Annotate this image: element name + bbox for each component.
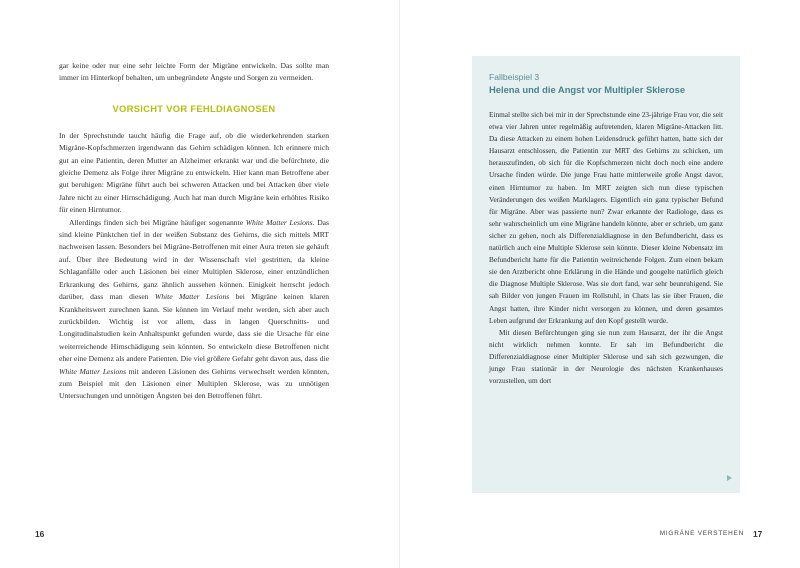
paragraph-2	[59, 217, 329, 403]
paragraph-2-part-c: bei Migräne keinen klaren Krankheitswert zurechnen kann. Sie können im Verlauf mehr werden, sich aber auch zurückbilden. Wichtig ist vor allem, dass in langen Querschnitts- und Longitudinalstudien kein Anhaltspunkt gefunden wurde, dass sie die Ursache für eine weiterreichende Hirnschädigung sein könnten. So entwickeln diese Betroffenen nicht eher eine Demenz als andere Patienten. Die viel größere Gefahr geht davon aus, dass die	[59, 292, 329, 364]
paragraph-2-part-a: Allerdings finden sich bei Migräne häufiger sogenannte	[69, 217, 246, 227]
page-number-left: 16	[35, 529, 45, 539]
term-white-matter-lesions-2: White Matter Lesions	[154, 292, 230, 302]
case-paragraph-2: Mit diesen Befürchtungen ging sie nun zum Hausarzt, der ihr die Angst nicht wirklich nehmen konnte. Er sah im Befundbericht die Differenzialdiagnose einer Multipler Sklerose und sah sich gezwungen, die junge Frau stationär in der Neurologie des nächsten Krankenhauses vorzustellen, um dort	[489, 327, 723, 386]
case-study-title: Helena und die Angst vor Multipler Sklerose	[489, 84, 686, 95]
paragraph-1: In der Sprechstunde taucht häufig die Frage auf, ob die wiederkehrenden starken Migräne-Kopfschmerzen irgendwann das Gehirn schädigen können. Ich erinnere mich gut an eine Patientin, deren Mutter an Alzheimer erkrankt war und die befürchtete, die gleiche Demenz als Folge ihrer Migräne zu entwickeln. Hier kann man Betroffene aber gut beruhigen: Migräne führt auch bei schweren Attacken und bei Attacken über viele Jahre nicht zu einer Hirnschädigung. Auch hat man durch Migräne kein erhöhtes Risiko für einen Hirntumor.	[59, 130, 329, 215]
intro-paragraph: gar keine oder nur eine sehr leichte Form der Migräne entwickeln. Das sollte man immer im Hinterkopf behalten, um unbegründete Ängste und Sorgen zu vermeiden.	[59, 61, 329, 83]
page-number-right: 17	[753, 529, 763, 539]
case-study-box	[472, 56, 740, 493]
term-white-matter-lesions-1: White Matter Lesions	[245, 217, 313, 227]
running-head: MIGRÄNE VERSTEHEN	[659, 530, 744, 537]
continue-arrow-icon	[727, 475, 732, 481]
case-paragraph-1: Einmal stellte sich bei mir in der Sprechstunde eine 23-jährige Frau vor, die seit etwa vier Jahren unter regelmäßig auftretenden, klaren Migräne-Attacken litt. Da diese Attacken zu einem hohen Leidensdruck geführt hatten, hatte sich der Hausarzt entschlossen, die Patientin zur MRT des Gehirns zu schicken, um herauszufinden, ob sich für die Kopfschmerzen nicht doch noch eine andere Ursache finden würde. Die junge Frau hatte mittlerweile große Angst davor, einen Hirntumor zu haben. Im MRT zeigten sich nun diese typischen Veränderungen des weißen Marklagers. Eigentlich ein ganz typischer Befund für Migräne. Aber was passierte nun? Zwar erkannte der Radiologe, dass es sehr wahrscheinlich um eine Migräne handeln könnte, aber er schrieb, um ganz sicher zu gehen, noch als Differenzialdiagnose in den Befundbericht, dass es natürlich auch eine Multiple Sklerose sein könnte. Dieser kleine Nebensatz im Befundbericht hatte für die Patientin weitreichende Folgen. Zum einen bekam sie den Arztbericht ohne Erklärung in die Hände und googelte natürlich gleich die Diagnose Multiple Sklerose. Was sie dort fand, war sehr beunruhigend. Sie sah Bilder von jungen Frauen im Rollstuhl, in Chats las sie über Frauen, die Angst hatten, ihre Kinder nicht versorgen zu können, und deren gesamtes Leben aufgrund der Erkrankung auf den Kopf gestellt wurde.	[489, 110, 723, 325]
left-text-column	[59, 60, 329, 403]
case-study-content	[489, 72, 723, 387]
term-white-matter-lesions-3: White Matter Lesions	[59, 366, 127, 376]
section-heading: VORSICHT VOR FEHLDIAGNOSEN	[112, 102, 276, 114]
paragraph-2-part-d: mit anderen Läsionen des Gehirns verwechselt werden könnten, zum Beispiel mit den Läsionen einer Multiplen Sklerose, was zu unnötigen Untersuchungen und unnötigen Ängsten bei den Betroffenen führt.	[59, 366, 329, 401]
paragraph-2-part-b: . Das sind kleine Pünktchen tief in der weißen Substanz des Gehirns, die sich mittels MRT nachweisen lassen. Besonders bei Migräne-Betroffenen mit einer Aura treten sie gehäuft auf. Über ihre Bedeutung wird in der Wissenschaft viel gestritten, da kleine Schlaganfälle oder auch Läsionen bei einer Multiplen Sklerose, einer entzündlichen Erkrankung des Gehirns, ganz ähnlich aussehen können. Einigkeit herrscht jedoch darüber, dass man diesen	[59, 217, 330, 302]
case-study-label: Fallbeispiel 3	[489, 72, 540, 82]
